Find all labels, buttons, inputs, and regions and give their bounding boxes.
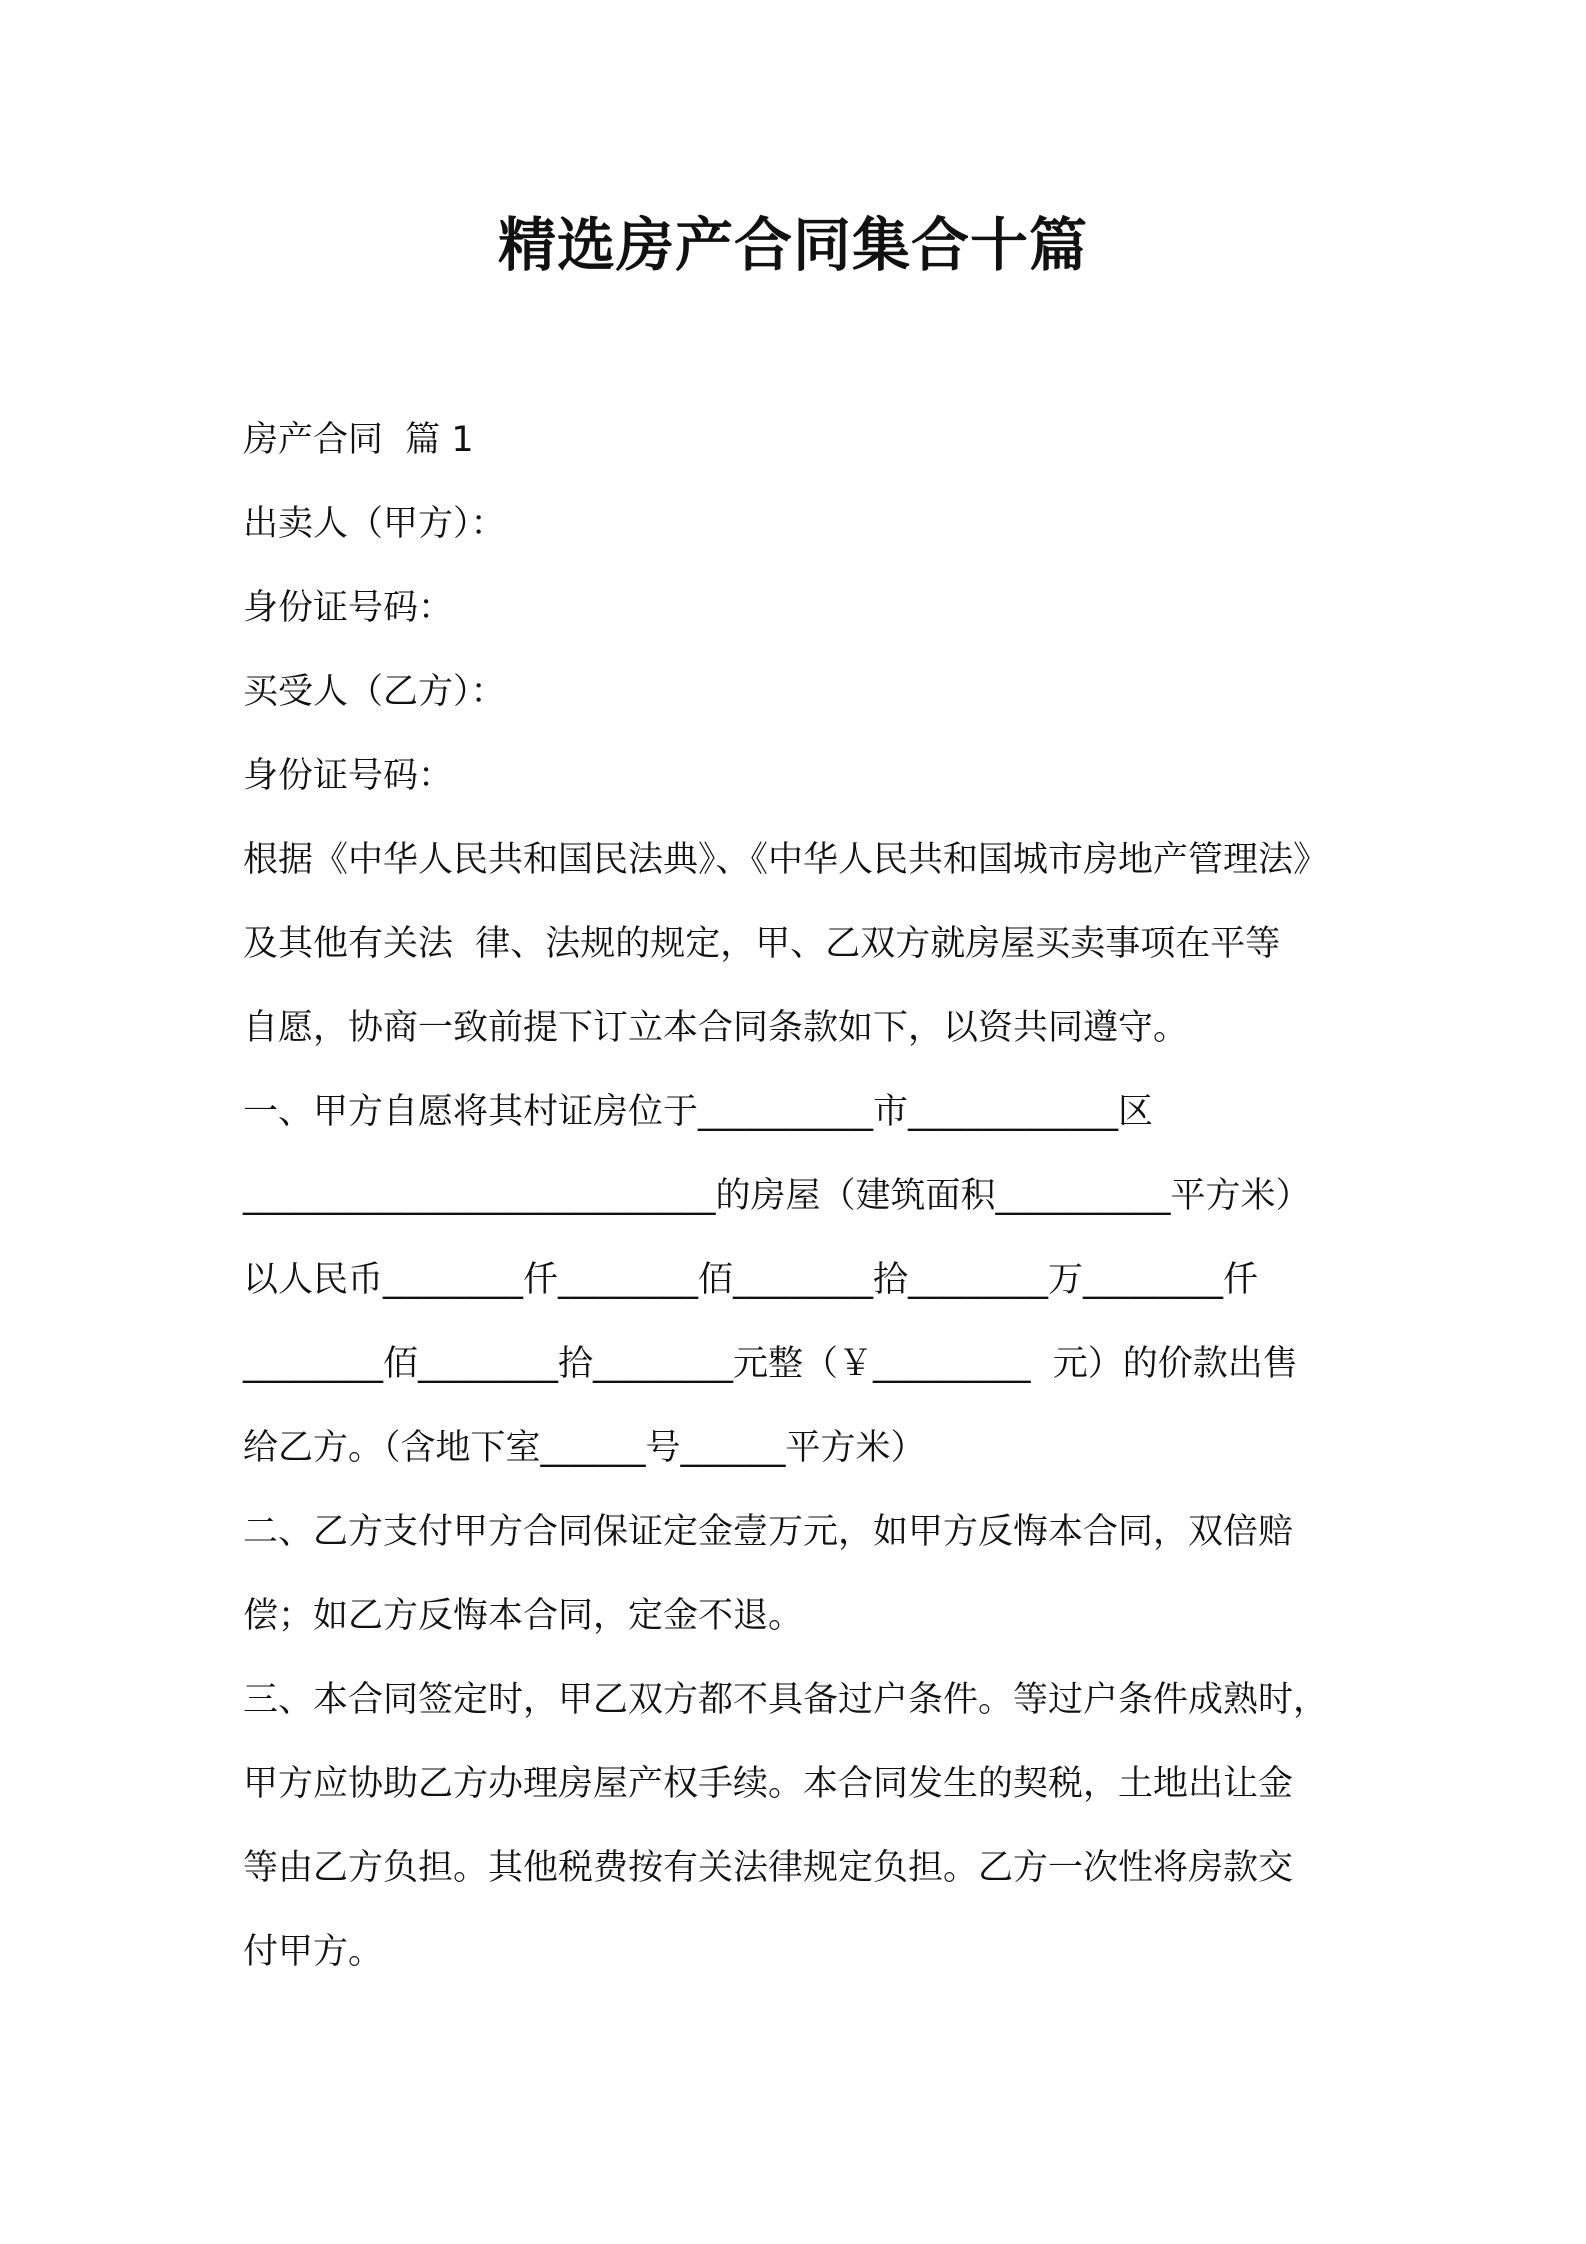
text-line: 甲方应协助乙方办理房屋产权手续。本合同发生的契税，土地出让金 bbox=[243, 1764, 1294, 1804]
text-line: 付甲方。 bbox=[243, 1932, 384, 1972]
text-line: 根据《中华人民共和国民法典》、《中华人民共和国城市房地产管理法》 bbox=[243, 840, 1329, 880]
text-line: 三、本合同签定时，甲乙双方都不具备过户条件。等过户条件成熟时， bbox=[243, 1680, 1329, 1720]
text-line: 给乙方。（含地下室______号______平方米） bbox=[243, 1428, 926, 1468]
document-body bbox=[243, 398, 1363, 1994]
buyer-id-line: 身份证号码： bbox=[243, 756, 454, 796]
seller-line: 出卖人（甲方）： bbox=[243, 504, 506, 544]
text-line: ________佰________拾________元整（￥_________ 元）的价款出售 bbox=[243, 1344, 1298, 1384]
text-line: 及其他有关法 律、法规的规定，甲、乙双方就房屋买卖事项在平等 bbox=[243, 924, 1281, 964]
text-line: ___________________________的房屋（建筑面积__________平方米） bbox=[243, 1176, 1311, 1216]
text-line: 二、乙方支付甲方合同保证定金壹万元，如甲方反悔本合同，双倍赔 bbox=[243, 1512, 1294, 1552]
buyer-line: 买受人（乙方）： bbox=[243, 672, 506, 712]
text-line: 以人民币________仟________佰________拾________万________仟 bbox=[243, 1260, 1259, 1300]
section-heading: 房产合同 篇 1 bbox=[243, 420, 474, 460]
document-title: 精选房产合同集合十篇 bbox=[497, 211, 1088, 279]
text-line: 一、甲方自愿将其村证房位于__________市____________区 bbox=[243, 1092, 1154, 1132]
seller-id-line: 身份证号码： bbox=[243, 588, 454, 628]
text-line: 等由乙方负担。其他税费按有关法律规定负担。乙方一次性将房款交 bbox=[243, 1848, 1294, 1888]
text-line: 偿；如乙方反悔本合同，定金不退。 bbox=[243, 1596, 804, 1636]
text-line: 自愿，协商一致前提下订立本合同条款如下，以资共同遵守。 bbox=[243, 1008, 1189, 1048]
